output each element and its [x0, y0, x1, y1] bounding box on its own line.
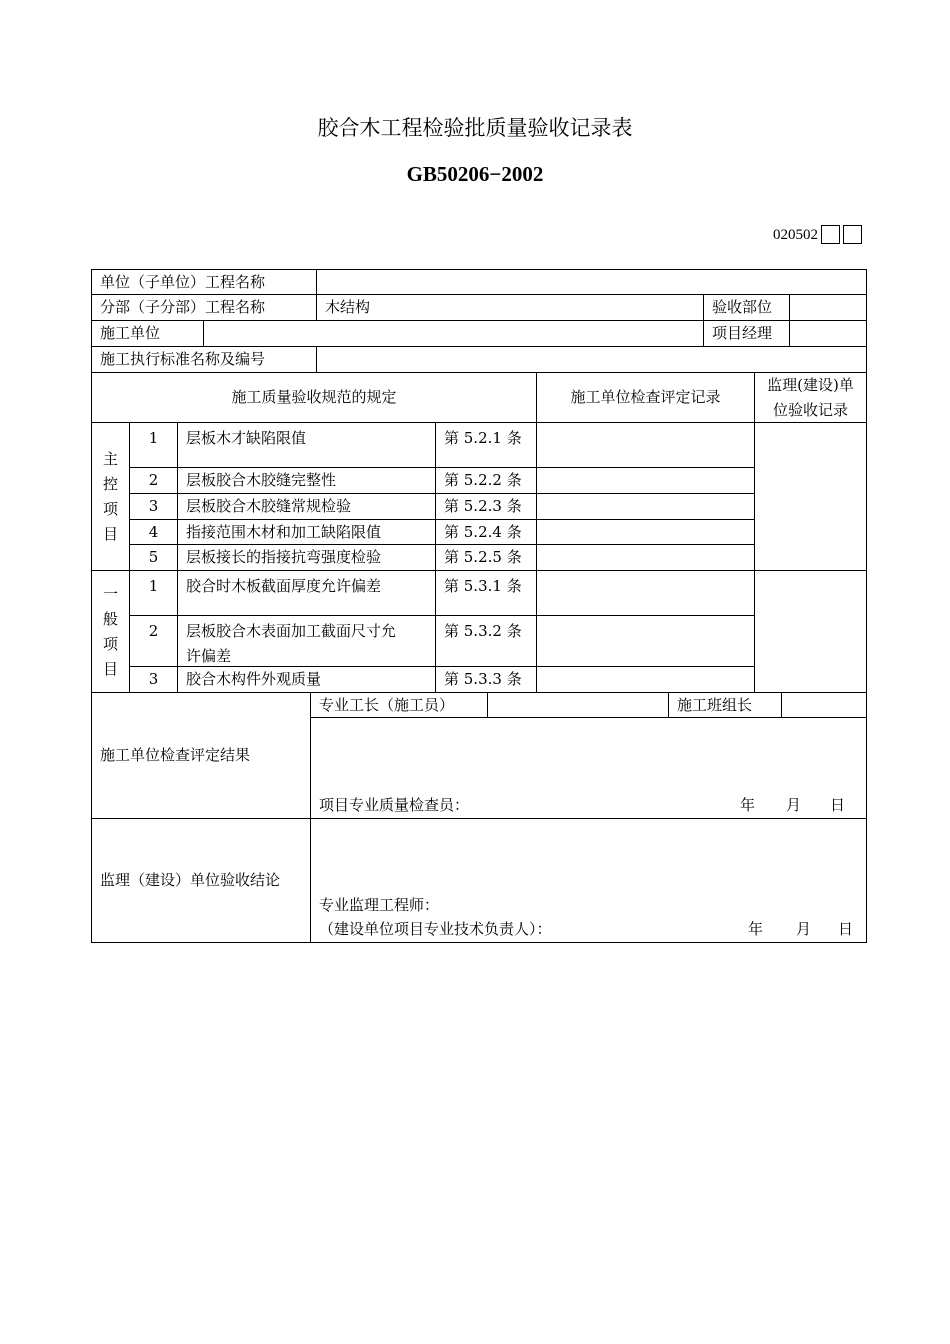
main-group-char: 项 — [102, 499, 118, 518]
general-item-name: 胶合木构件外观质量 — [186, 670, 322, 688]
main-item-no: 2 — [148, 471, 159, 489]
manager-label: 项目经理 — [712, 324, 773, 342]
form-code-box-1[interactable] — [821, 225, 840, 244]
form-code-box-2[interactable] — [843, 225, 862, 244]
foreman-field[interactable] — [488, 693, 668, 717]
foreman-label: 专业工长（施工员） — [319, 695, 455, 714]
main-item-no: 1 — [148, 429, 159, 447]
general-item-clause: 第 5.3.1 条 — [444, 577, 522, 595]
general-item-name: 胶合时木板截面厚度允许偏差 — [186, 577, 382, 595]
spec-header: 施工质量验收规范的规定 — [231, 388, 397, 406]
main-group-char: 主 — [102, 449, 118, 468]
contractor-record-header: 施工单位检查评定记录 — [570, 388, 721, 406]
main-group-char: 控 — [102, 474, 118, 493]
contractor-result-label: 施工单位检查评定结果 — [100, 746, 251, 764]
main-item-no: 3 — [148, 497, 159, 515]
supervisor-day-label: 日 — [838, 920, 854, 938]
main-group-supervisor-field[interactable] — [755, 423, 866, 570]
general-item-record-field[interactable] — [537, 616, 754, 666]
inspection-part-label: 验收部位 — [712, 298, 773, 316]
unit-project-field[interactable] — [317, 270, 866, 294]
general-item-record-field[interactable] — [537, 667, 754, 692]
standard-label: 施工执行标准名称及编号 — [100, 350, 266, 368]
general-group-char: 项 — [102, 634, 118, 653]
general-item-no: 1 — [148, 577, 159, 595]
main-item-name: 层板木才缺陷限值 — [186, 429, 307, 447]
main-group-label — [92, 423, 129, 570]
quality-inspector-label: 项目专业质量检查员： — [319, 795, 470, 814]
unit-project-label: 单位（子单位）工程名称 — [100, 272, 266, 291]
general-group-char: 目 — [102, 659, 118, 678]
contractor-day-label: 日 — [830, 795, 846, 814]
supervisor-record-header-line2: 位验收记录 — [772, 400, 848, 419]
main-item-no: 5 — [148, 548, 159, 566]
general-item-clause: 第 5.3.2 条 — [444, 622, 522, 640]
supervisor-year-label: 年 — [748, 920, 764, 938]
main-item-clause: 第 5.2.4 条 — [444, 522, 522, 541]
main-item-clause: 第 5.2.2 条 — [444, 471, 522, 489]
manager-field[interactable] — [790, 321, 866, 346]
main-item-clause: 第 5.2.5 条 — [444, 548, 522, 566]
supervisor-month-label: 月 — [796, 920, 812, 938]
inspection-part-field[interactable] — [790, 295, 866, 320]
main-group-char: 目 — [102, 524, 118, 543]
main-item-record-field[interactable] — [537, 545, 754, 570]
supervisor-result-field[interactable] — [311, 819, 866, 893]
general-item-record-field[interactable] — [537, 571, 754, 615]
standard-field[interactable] — [317, 347, 866, 372]
form-title: 胶合木工程检验批质量验收记录表 — [317, 116, 633, 140]
constructor-field[interactable] — [204, 321, 703, 346]
general-group-char: 般 — [102, 609, 118, 628]
general-item-clause: 第 5.3.3 条 — [444, 670, 522, 688]
form-code-number: 020502 — [773, 227, 818, 243]
general-group-char: 一 — [102, 584, 118, 603]
supervisor-record-header-line1: 监理(建设)单 — [767, 375, 854, 394]
general-item-name — [178, 616, 435, 666]
main-item-name: 层板胶合木胶缝常规检验 — [186, 497, 352, 515]
main-item-no: 4 — [148, 522, 159, 541]
main-item-record-field[interactable] — [537, 468, 754, 493]
supervisor-result-label: 监理（建设）单位验收结论 — [100, 871, 281, 889]
supervision-engineer-label: 专业监理工程师： — [319, 895, 440, 914]
contractor-month-label: 月 — [786, 795, 802, 814]
main-item-name: 指接范围木材和加工缺陷限值 — [186, 522, 382, 541]
general-group-supervisor-field[interactable] — [755, 571, 866, 692]
main-item-clause: 第 5.2.1 条 — [444, 429, 522, 447]
contractor-result-field[interactable] — [311, 718, 866, 790]
contractor-year-label: 年 — [740, 795, 756, 814]
form-code — [773, 225, 862, 244]
general-item-no: 2 — [148, 622, 159, 640]
supervisor-record-header — [755, 373, 866, 422]
general-item-name-line2: 许偏差 — [186, 647, 232, 665]
team-leader-label: 施工班组长 — [677, 695, 753, 714]
main-item-record-field[interactable] — [537, 494, 754, 519]
team-leader-field[interactable] — [782, 693, 866, 717]
general-item-name-line1: 层板胶合木表面加工截面尺寸允 — [186, 622, 397, 640]
general-item-no: 3 — [148, 670, 159, 688]
standard-code: GB50206−2002 — [406, 162, 544, 186]
sub-project-label: 分部（子分部）工程名称 — [100, 298, 266, 316]
main-item-record-field[interactable] — [537, 520, 754, 544]
main-item-clause: 第 5.2.3 条 — [444, 497, 522, 515]
main-item-name: 层板胶合木胶缝完整性 — [186, 471, 337, 489]
main-item-name: 层板接长的指接抗弯强度检验 — [186, 548, 382, 566]
main-item-record-field[interactable] — [537, 423, 754, 467]
general-group-label — [92, 571, 129, 692]
sub-project-field[interactable]: 木结构 — [325, 298, 371, 316]
owner-tech-lead-label: （建设单位项目专业技术负责人）： — [319, 920, 552, 938]
constructor-label: 施工单位 — [100, 324, 161, 342]
